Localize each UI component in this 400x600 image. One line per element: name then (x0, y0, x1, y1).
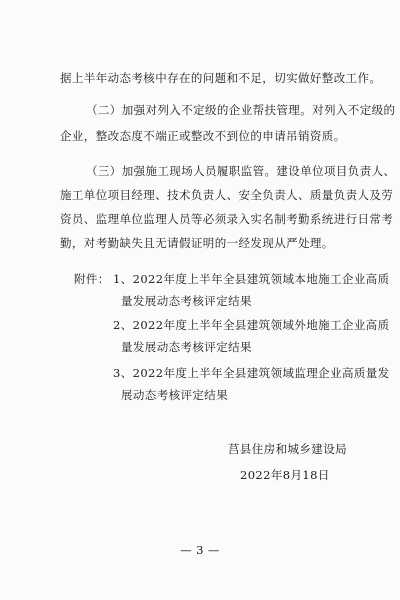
attachment-3-line-1: 3、2022年度上半年全县建筑领域监理企业高质量发 (113, 366, 390, 380)
attachment-1-line-2: 量发展动态考核评定结果 (121, 294, 252, 308)
body-paragraph-3-line-1: （三）加强施工现场人员履职监管。建设单位项目负责人、 (86, 164, 396, 178)
attachment-2-line-2: 量发展动态考核评定结果 (121, 340, 252, 354)
body-paragraph-3-line-2: 施工单位项目经理、技术负责人、安全负责人、质量负责人及劳 (60, 188, 394, 202)
body-paragraph-1-line-1: 据上半年动态考核中存在的问题和不足，切实做好整改工作。 (60, 71, 382, 85)
body-paragraph-3-line-3: 资员、监理单位监理人员等必须录入实名制考勤系统进行日常考 (60, 212, 394, 226)
issue-date: 2022年8月18日 (240, 468, 330, 482)
body-paragraph-2-line-1: （二）加强对列入不定级的企业帮扶管理。对列入不定级的 (86, 103, 396, 117)
body-paragraph-2-line-2: 企业，整改态度不端正或整改不到位的申请吊销资质。 (60, 129, 346, 143)
issuing-organization: 莒县住房和城乡建设局 (228, 442, 347, 456)
attachment-2-line-1: 2、2022年度上半年全县建筑领域外地施工企业高质 (113, 318, 390, 332)
body-paragraph-3-line-4: 勤，对考勤缺失且无请假证明的一经发现从严处理。 (60, 236, 334, 250)
attachment-1-line-1: 1、2022年度上半年全县建筑领域本地施工企业高质 (113, 272, 390, 286)
attachment-3-line-2: 展动态考核评定结果 (121, 388, 229, 402)
attachments-label: 附件： (74, 272, 110, 286)
page-number: — 3 — (180, 543, 220, 557)
